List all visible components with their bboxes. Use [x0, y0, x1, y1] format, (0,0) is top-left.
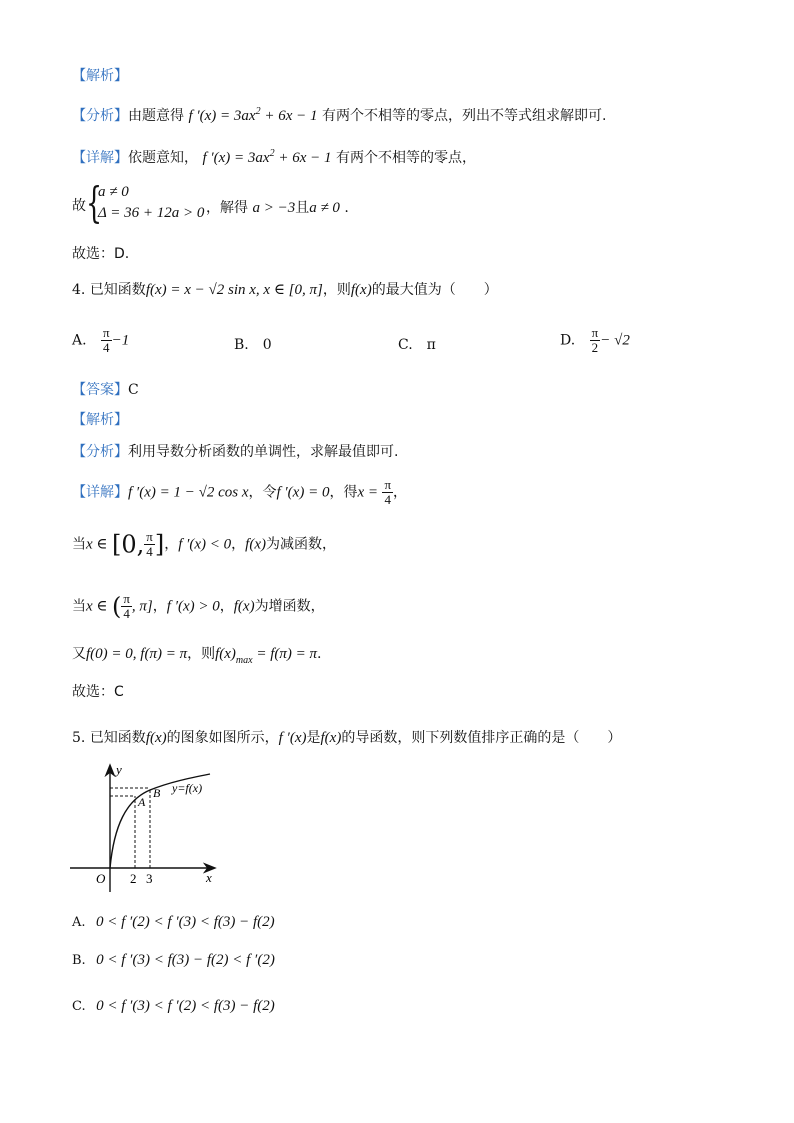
q4-daan-value: C	[128, 382, 139, 398]
q4-stem: 4. 已知函数f(x) = x − √2 sin x, x ∈ [0, π]，则f(x)的最大值为（ ）	[72, 282, 498, 298]
q3-xiangjie-text-a: 依题意知，	[128, 150, 198, 166]
graph-curve-label: y=f(x)	[172, 781, 203, 795]
q5-option-c[interactable]: C. 0 < f ′(3) < f ′(2) < f(3) − f(2)	[72, 998, 275, 1014]
graph-point-a: A	[138, 795, 146, 809]
q4-xiangjie-line: 【详解】f ′(x) = 1 − √2 cos x，令f ′(x) = 0，得x = $\frac{\pi}{4}$ ，	[72, 477, 408, 507]
q4-option-d[interactable]: D. $\frac{\pi}{2}$ − √2	[560, 325, 630, 355]
q5-stem: 5. 已知函数f(x)的图象如图所示，f ′(x)是f(x)的导函数，则下列数值排序正确的是（ ）	[72, 730, 622, 746]
graph-x-label: x	[206, 870, 212, 885]
graph-point-b: B	[153, 786, 161, 800]
q3-fenxi-line	[72, 102, 606, 126]
q3-jiexi-tag: 【解析】	[72, 68, 128, 84]
q4-max-line: 又f(0) = 0, f(π) = π，则$f(x)_{max} = f(\pi) = \pi$.	[72, 646, 322, 666]
q3-gu: 故	[72, 198, 86, 214]
graph-origin-label: O	[96, 871, 106, 886]
q4-decreasing-line: 当x ∈ [0, $\frac{\pi}{4}$ ]，f ′(x) < 0，f(x)为减函数，	[72, 529, 336, 559]
q3-fenxi-text-a: 由题意得	[128, 108, 184, 124]
q4-answer: 故选：C	[72, 684, 124, 700]
q3-fenxi-text-b: 有两个不相等的零点，列出不等式组求解即可.	[321, 108, 607, 124]
graph-tick-3: 3	[146, 871, 153, 886]
q4-option-b[interactable]: B. 0	[234, 337, 272, 353]
q5-option-a[interactable]: A. 0 < f ′(2) < f ′(3) < f(3) − f(2)	[72, 914, 275, 930]
q4-jiexi-tag: 【解析】	[72, 412, 128, 428]
q4-daan-tag: 【答案】	[72, 382, 128, 398]
q4-increasing-line: 当x ∈ ( $\frac{\pi}{4}$ , π]，f ′(x) > 0，f(x)为增函数，	[72, 591, 325, 621]
q4-fenxi-line: 【分析】利用导数分析函数的单调性，求解最值即可.	[72, 444, 399, 460]
q3-xiangjie-line	[72, 144, 476, 168]
q5-function-graph	[60, 756, 230, 896]
q3-xiangjie-text-b: 有两个不相等的零点，	[335, 150, 476, 166]
q4-daan-line	[72, 380, 139, 400]
q3-system-line-2: Δ = 36 + 12a > 0	[98, 205, 205, 221]
q3-fenxi-math: f $'(x) = 3ax^2 + 6x - 1$	[188, 106, 318, 124]
q5-option-b[interactable]: B. 0 < f ′(3) < f(3) − f(2) < f ′(2)	[72, 952, 275, 968]
q3-xiangjie-math: f $'(x) = 3ax^2 + 6x - 1$	[202, 148, 332, 166]
q3-result-line: ，解得 a > −3且a ≠ 0 .	[206, 200, 349, 216]
q3-answer: 故选：D.	[72, 246, 130, 262]
q3-fenxi-tag: 【分析】	[72, 108, 128, 124]
q4-option-a[interactable]: A. $\frac{\pi}{4}$ −1	[72, 325, 130, 355]
graph-tick-2: 2	[130, 871, 137, 886]
q3-xiangjie-tag: 【详解】	[72, 150, 128, 166]
q4-option-c[interactable]: C. π	[398, 337, 436, 353]
q3-system-line-1: a ≠ 0	[98, 184, 129, 200]
left-brace: {	[86, 178, 103, 227]
graph-y-label: y	[116, 762, 122, 777]
